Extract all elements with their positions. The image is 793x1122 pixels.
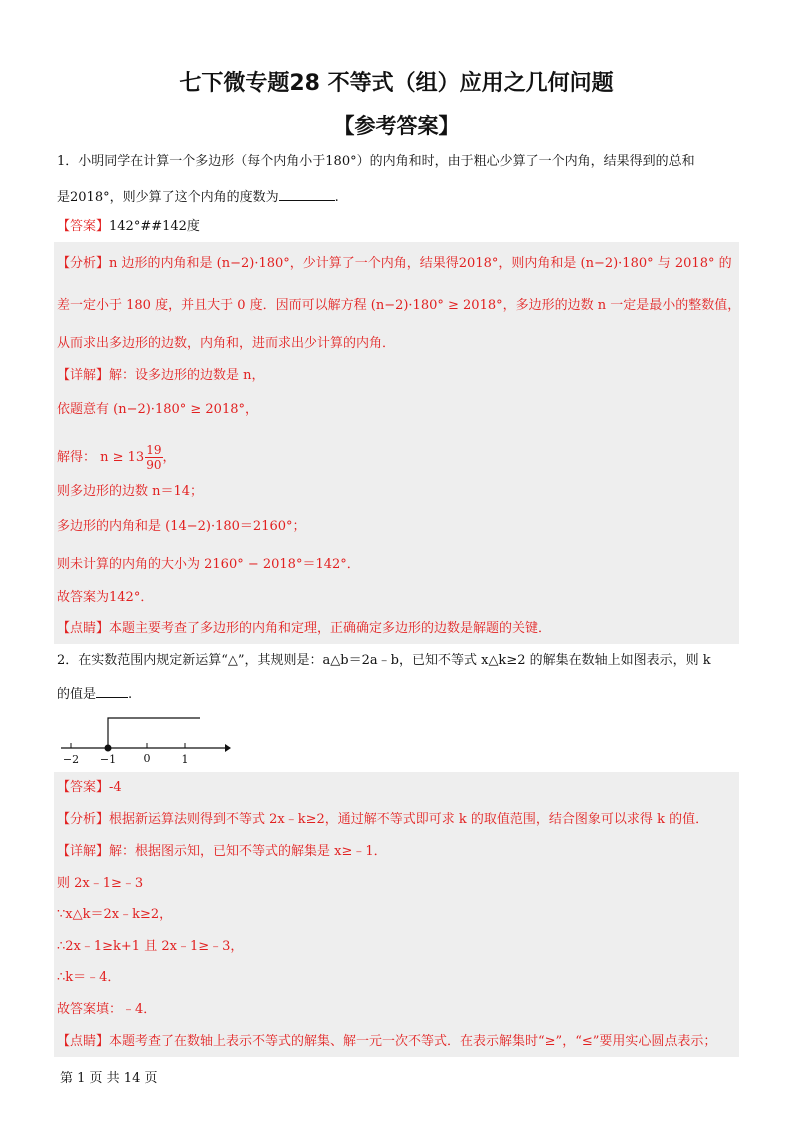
q1-detail-line4: 则多边形的边数 n＝14； [57,484,204,499]
axis-label-0: 0 [143,752,151,765]
page-title: 七下微专题28 不等式（组）应用之几何问题 [179,71,614,96]
q1-detail: 【详解】解：设多边形的边数是 n， [57,368,265,383]
axis-label-minus2: −2 [62,753,80,766]
solid-endpoint-dot [105,745,112,752]
q1-analysis-line3: 从而求出多边形的边数，内角和，进而求出少计算的内角． [57,336,396,351]
q2-detail-line2: 则 2x﹣1≥﹣3 [57,876,144,891]
q1-answer-blank [279,186,335,201]
q2-stem-line1: 2．在实数范围内规定新运算“△”，其规则是：a△b＝2a﹣b，已知不等式 x△k≥2 的解集在数轴上如图表示，则 k [57,653,711,668]
q2-analysis: 【分析】根据新运算法则得到不等式 2x﹣k≥2，通过解不等式即可求 k 的取值范围，结合图象可以求得 k 的值． [57,812,709,827]
q1-answer: 【答案】142°##142度 [57,219,200,234]
fraction-19-90: $\frac{19}{90}$ [146,443,162,472]
solution-set-bracket [108,718,200,748]
q1-stem-line1: 1．小明同学在计算一个多边形（每个内角小于180°）的内角和时，由于粗心少算了一个内角，结果得到的总和 [57,154,695,169]
page-footer: 第 1 页 共 14 页 [60,1071,158,1086]
q2-detail-line3: ∵x△k＝2x﹣k≥2， [57,907,173,922]
q2-stem-line2: 的值是 . [57,683,747,705]
number-line-arrow [225,744,231,752]
axis-label-minus1: −1 [99,753,117,766]
q1-stem-line2: 是2018°，则少算了这个内角的度数为 . [57,186,747,208]
q2-answer-blank [96,683,128,698]
q2-detail-line6: 故答案填：﹣4． [57,1002,157,1017]
q1-detail-line7: 故答案为142°． [57,590,154,605]
axis-label-1: 1 [181,753,189,766]
q2-detail-line5: ∴k＝﹣4． [57,970,121,985]
q2-answer: 【答案】-4 [57,780,122,795]
q1-detail-line3: 解得： n ≥ 13 $\frac{19}{90}$ ， [57,443,176,472]
q2-detail-line4: ∴2x﹣1≥k+1 且 2x﹣1≥﹣3， [57,939,244,954]
q1-detail-line5: 多边形的内角和是 (14−2)·180＝2160°； [57,519,306,534]
q2-detail: 【详解】解：根据图示知，已知不等式的解集是 x≥﹣1． [57,844,387,859]
q1-analysis-line2: 差一定小于 180 度，并且大于 0 度．因而可以解方程 (n−2)·180° ≥ 2018°，多边形的边数 n 一定是最小的整数值， [57,298,741,313]
q1-comment: 【点睛】本题主要考查了多边形的内角和定理，正确确定多边形的边数是解题的关键． [57,621,552,636]
page-subtitle: 【参考答案】 [333,114,460,138]
q1-detail-line6: 则未计算的内角的大小为 2160° − 2018°＝142°． [57,557,360,572]
q1-detail-line2: 依题意有 (n−2)·180° ≥ 2018°， [57,402,258,417]
q2-comment: 【点睛】本题考查了在数轴上表示不等式的解集、解一元一次不等式．在表示解集时“≥”，“≤”要用实心圆点表示； [57,1034,717,1049]
number-line-figure [55,710,235,772]
q1-analysis: 【分析】n 边形的内角和是 (n−2)·180°，少计算了一个内角，结果得2018°，则内角和是 (n−2)·180° 与 2018° 的 [57,256,732,271]
